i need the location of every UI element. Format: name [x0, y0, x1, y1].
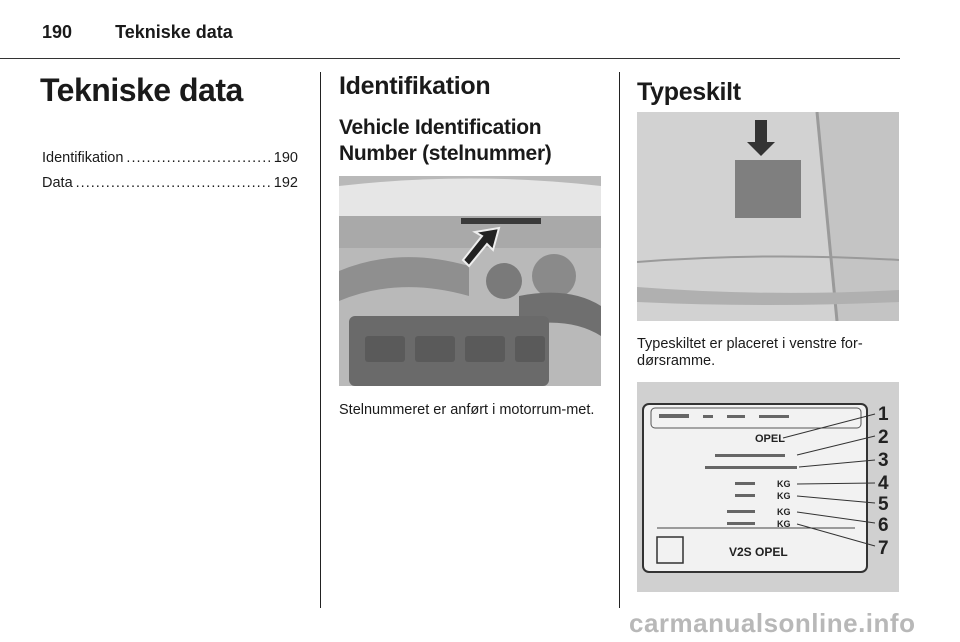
chapter-title: Tekniske data	[40, 72, 243, 108]
typeskilt-caption: Typeskiltet er placeret i venstre for-dørsramme.	[637, 336, 863, 369]
section-title: Identifikation	[339, 72, 491, 100]
plate-unit: KG	[777, 519, 791, 529]
type-plate-diagram	[637, 382, 899, 592]
toc-leader	[126, 150, 270, 166]
toc-label: Identifikation	[42, 150, 124, 166]
toc-entry[interactable]	[42, 175, 298, 200]
toc-page: 190	[273, 150, 298, 166]
callout-2: 2	[878, 427, 889, 448]
plate-brand: OPEL	[755, 433, 785, 445]
page-number: 190	[42, 22, 73, 42]
callout-5: 5	[878, 494, 889, 515]
toc-leader	[76, 175, 271, 191]
header-rule	[0, 58, 900, 59]
plate-unit: KG	[777, 491, 791, 501]
vin-heading: Vehicle Identification Number (stelnummer)	[339, 116, 552, 165]
toc-page: 192	[273, 175, 298, 191]
column-divider-1	[320, 72, 321, 608]
vin-plate-marker	[461, 218, 541, 224]
type-plate-marker	[735, 160, 801, 218]
callout-1: 1	[878, 404, 889, 425]
typeskilt-title: Typeskilt	[637, 78, 741, 106]
table-of-contents	[42, 150, 298, 200]
watermark: carmanualsonline.info	[629, 608, 916, 638]
toc-entry[interactable]	[42, 150, 298, 175]
vin-caption: Stelnummeret er anført i motorrum-met.	[339, 402, 595, 418]
running-title: Tekniske data	[115, 22, 233, 42]
column-divider-2	[619, 72, 620, 608]
identification-column	[339, 72, 601, 167]
engine-bay-image	[339, 176, 601, 386]
callout-3: 3	[878, 450, 889, 471]
plate-unit: KG	[777, 507, 791, 517]
callout-4: 4	[878, 473, 889, 494]
plate-footer: V2S OPEL	[729, 545, 788, 559]
plate-unit: KG	[777, 479, 791, 489]
toc-label: Data	[42, 175, 73, 191]
callout-6: 6	[878, 515, 889, 536]
running-header	[42, 22, 233, 43]
callout-7: 7	[878, 538, 889, 559]
door-frame-image	[637, 112, 899, 321]
